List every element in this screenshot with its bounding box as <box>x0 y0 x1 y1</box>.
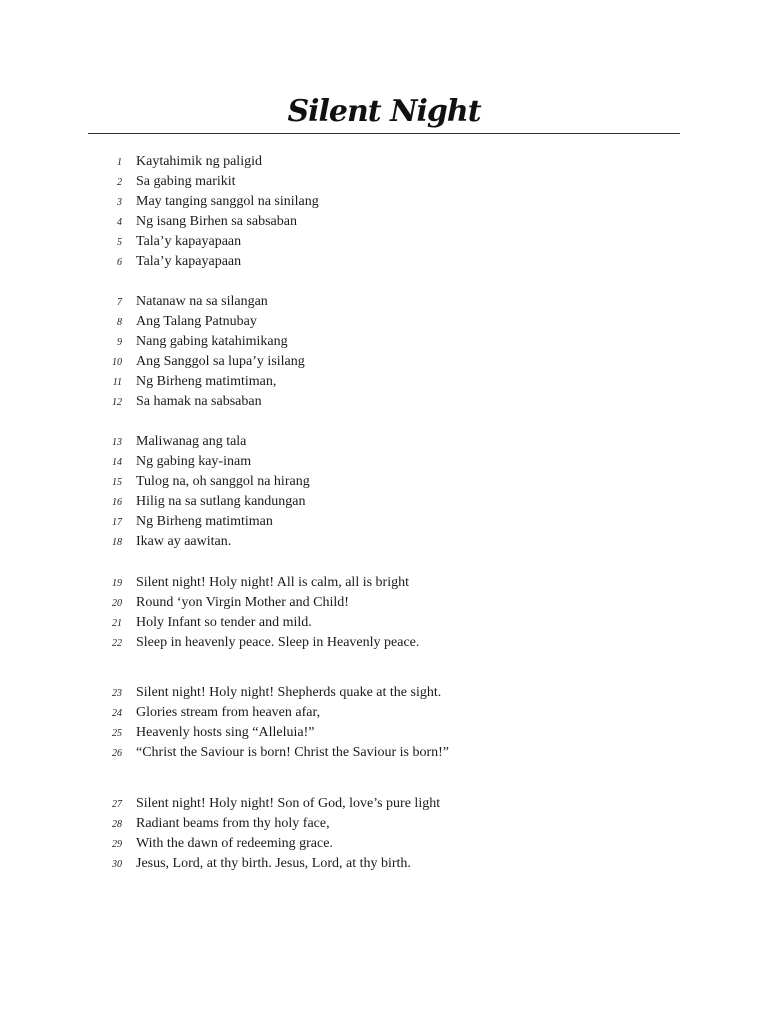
line-number: 28 <box>112 819 122 830</box>
line-number: 23 <box>112 688 122 699</box>
line-number: 17 <box>112 517 122 528</box>
line-number: 11 <box>112 377 122 388</box>
line-number: 7 <box>117 297 122 308</box>
lyric-text: Ng isang Birhen sa sabsaban <box>136 214 297 229</box>
lyric-text: Nang gabing katahimikang <box>136 334 288 349</box>
line-number: 5 <box>117 237 122 248</box>
line-number: 22 <box>112 638 122 649</box>
line-number: 25 <box>112 728 122 739</box>
line-number: 1 <box>117 157 122 168</box>
line-number: 16 <box>112 497 122 508</box>
line-number: 2 <box>117 177 122 188</box>
lyric-text: May tanging sanggol na sinilang <box>136 194 319 209</box>
lyric-text: Tala’y kapayapaan <box>136 234 242 249</box>
line-number: 15 <box>112 477 122 488</box>
line-number: 3 <box>117 197 122 208</box>
line-number: 9 <box>117 337 122 348</box>
line-number: 29 <box>112 839 122 850</box>
lyric-text: Tala’y kapayapaan <box>136 254 242 269</box>
lyric-text: Silent night! Holy night! Shepherds quake at the sight. <box>136 685 442 700</box>
line-number: 14 <box>112 457 122 468</box>
line-number: 13 <box>112 437 122 448</box>
line-number: 19 <box>112 578 122 589</box>
line-number: 26 <box>112 748 122 759</box>
lyric-text: Heavenly hosts sing “Alleluia!” <box>136 725 315 740</box>
line-number: 6 <box>117 257 122 268</box>
lyric-text: With the dawn of redeeming grace. <box>136 836 333 851</box>
lyric-text: Ang Sanggol sa lupa’y isilang <box>136 354 305 369</box>
lyric-text: Holy Infant so tender and mild. <box>136 615 312 630</box>
line-number: 18 <box>112 537 122 548</box>
title-divider <box>88 133 680 134</box>
lyric-text: Ng gabing kay-inam <box>136 454 252 469</box>
lyric-text: Tulog na, oh sanggol na hirang <box>136 474 310 489</box>
lyric-text: Ang Talang Patnubay <box>136 314 257 329</box>
lyric-text: Maliwanag ang tala <box>136 434 247 449</box>
line-number: 10 <box>112 357 122 368</box>
page-title: Silent Night <box>287 94 481 129</box>
lyric-text: Sa hamak na sabsaban <box>136 394 262 409</box>
lyric-text: Jesus, Lord, at thy birth. Jesus, Lord, at thy birth. <box>136 856 411 871</box>
line-number: 8 <box>117 317 122 328</box>
lyric-text: Kaytahimik ng paligid <box>136 154 262 169</box>
lyric-text: Silent night! Holy night! All is calm, all is bright <box>136 575 409 590</box>
lyric-text: Ikaw ay aawitan. <box>136 534 232 549</box>
lyric-text: Radiant beams from thy holy face, <box>136 816 330 831</box>
lyric-text: Sleep in heavenly peace. Sleep in Heavenly peace. <box>136 635 420 650</box>
lyric-text: Glories stream from heaven afar, <box>136 705 321 720</box>
lyric-text: Hilig na sa sutlang kandungan <box>136 494 306 509</box>
line-number: 24 <box>112 708 122 719</box>
line-number: 12 <box>112 397 122 408</box>
line-number: 30 <box>112 859 122 870</box>
line-number: 20 <box>112 598 122 609</box>
lyric-text: Round ‘yon Virgin Mother and Child! <box>136 595 349 610</box>
line-number: 21 <box>112 618 122 629</box>
lyric-text: “Christ the Saviour is born! Christ the Saviour is born!” <box>136 745 450 760</box>
lyric-text: Natanaw na sa silangan <box>136 294 268 309</box>
lyric-text: Sa gabing marikit <box>136 174 236 189</box>
lyric-text: Ng Birheng matimtiman <box>136 514 273 529</box>
lyric-text: Ng Birheng matimtiman, <box>136 374 277 389</box>
line-number: 4 <box>117 217 122 228</box>
line-number: 27 <box>112 799 122 810</box>
lyric-text: Silent night! Holy night! Son of God, love’s pure light <box>136 796 441 811</box>
